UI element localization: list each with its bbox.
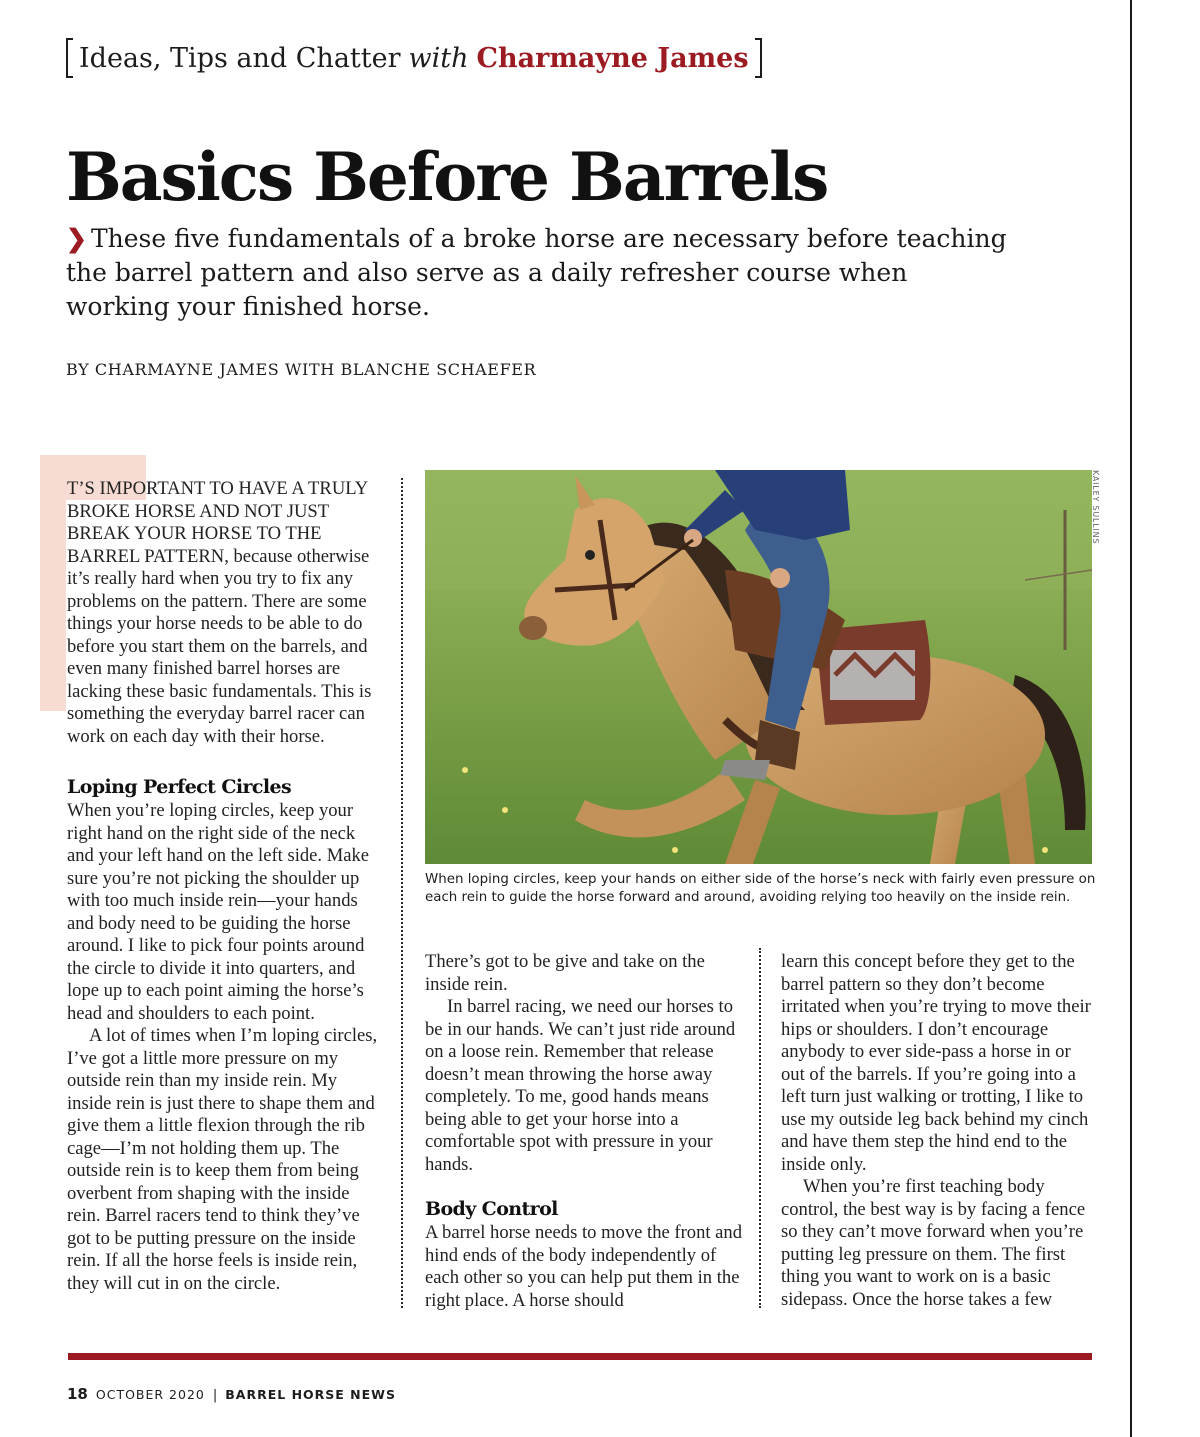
body-paragraph: A barrel horse needs to move the front and hind ends of the body independently of each other so you can help put them in the right place. A horse should [425,1222,743,1311]
photo-credit [1086,470,1106,550]
kicker-prefix: Ideas, Tips and Chatter [79,42,401,74]
intro-rest: because otherwise it’s really hard when you try to fix any problems on the pattern. There are some things your horse needs to be able to do before you start them on the barrels, and even many finished barrel horses are lacking these basic fundamentals. This is something the everyday barrel racer can work on each day with their horse. [67,545,372,747]
horse-photo [425,470,1092,864]
article-deck [66,222,1016,324]
drop-cap-serif-bottom [40,661,66,711]
magazine-name: BARREL HORSE NEWS [225,1387,396,1402]
text-column-2 [425,951,743,1312]
page-number: 18 [67,1385,88,1403]
kicker-author-name: Charmayne James [476,42,749,74]
chevron-right-icon: ❯ [66,224,87,253]
body-paragraph: In barrel racing, we need our horses to be in our hands. We can’t just ride around on a loose rein. Remember that release doesn’t mean throwing the horse away completely. To me, good hands means being able to get your horse into a comfortable spot with pressure in your hands. [425,996,736,1175]
intro-paragraph [67,478,385,748]
body-paragraph: There’s got to be give and take on the inside rein. [425,951,705,995]
column-divider [759,948,761,1308]
footer-separator: | [212,1388,218,1403]
section-heading-body-control: Body Control [425,1198,558,1220]
intro-caps: T’S IMPORTANT TO HAVE A TRULY BROKE HORSE AND NOT JUST BREAK YOUR HORSE TO THE BARREL PATTERN, [67,478,368,567]
body-paragraph: learn this concept before they get to the barrel pattern so they don’t become irritated when you’re trying to move their hips or shoulders. I don’t encourage anybody to ever side-pass a horse in or out of the barrels. If you’re going into a left turn just walking or trotting, I like to use my outside leg back behind my cinch and have them step the hind end to the inside only. [781,951,1091,1175]
kicker-bracket-left [66,38,73,78]
body-paragraph: When you’re first teaching body control, the best way is by facing a fence so they can’t move forward when you’re putting leg pressure on them. The first thing you want to work on is a basic sidepass. Once the horse takes a few [781,1176,1086,1310]
deck-text: These five fundamentals of a broke horse are necessary before teaching the barrel pattern and also serve as a daily refresher course when working your finished horse. [66,224,1007,321]
kicker-bracket-right [755,38,762,78]
column-kicker [66,38,762,78]
body-paragraph: A lot of times when I’m loping circles, I’ve got a little more pressure on my outside rein than my inside rein. My inside rein is just there to shape them and give them a little flexion through the rib cage—I’m not holding them up. The outside rein is to keep them from being overbent from shaping with the inside rein. Barrel racers tend to think they’ve got to be putting pressure on the inside rein. If all the horse feels is inside rein, they will cut in on the circle. [67,1025,378,1294]
horse-rider-illustration [425,470,1092,864]
issue-date: OCTOBER 2020 [95,1387,205,1402]
body-paragraph: When you’re loping circles, keep your right hand on the right side of the neck and your left hand on the left side. Make sure you’re not picking the shoulder up with too much inside rein—your hands and body need to be guiding the horse around. I like to pick four points around the circle to divide it into quarters, and lope up to each point aiming the horse’s head and shoulders to each point. [67,800,370,1024]
text-column-3 [781,951,1099,1311]
photo-caption: When loping circles, keep your hands on either side of the horse’s neck with fairly even pressure on each rein to guide the horse forward and around, avoiding relying too heavily on the inside rein. [425,872,1096,905]
column-divider [401,478,403,1308]
article-title: Basics Before Barrels [66,138,828,216]
photo-credit-text: KAILEY SULLINS [1091,470,1100,545]
section-heading-loping: Loping Perfect Circles [67,776,292,798]
footer-rule [68,1353,1092,1360]
page-footer [67,1385,396,1403]
article-byline: BY CHARMAYNE JAMES WITH BLANCHE SCHAEFER [66,360,537,379]
kicker-with: with [408,42,469,74]
text-column-1 [67,478,385,1295]
page-edge-rule [1130,0,1132,1437]
